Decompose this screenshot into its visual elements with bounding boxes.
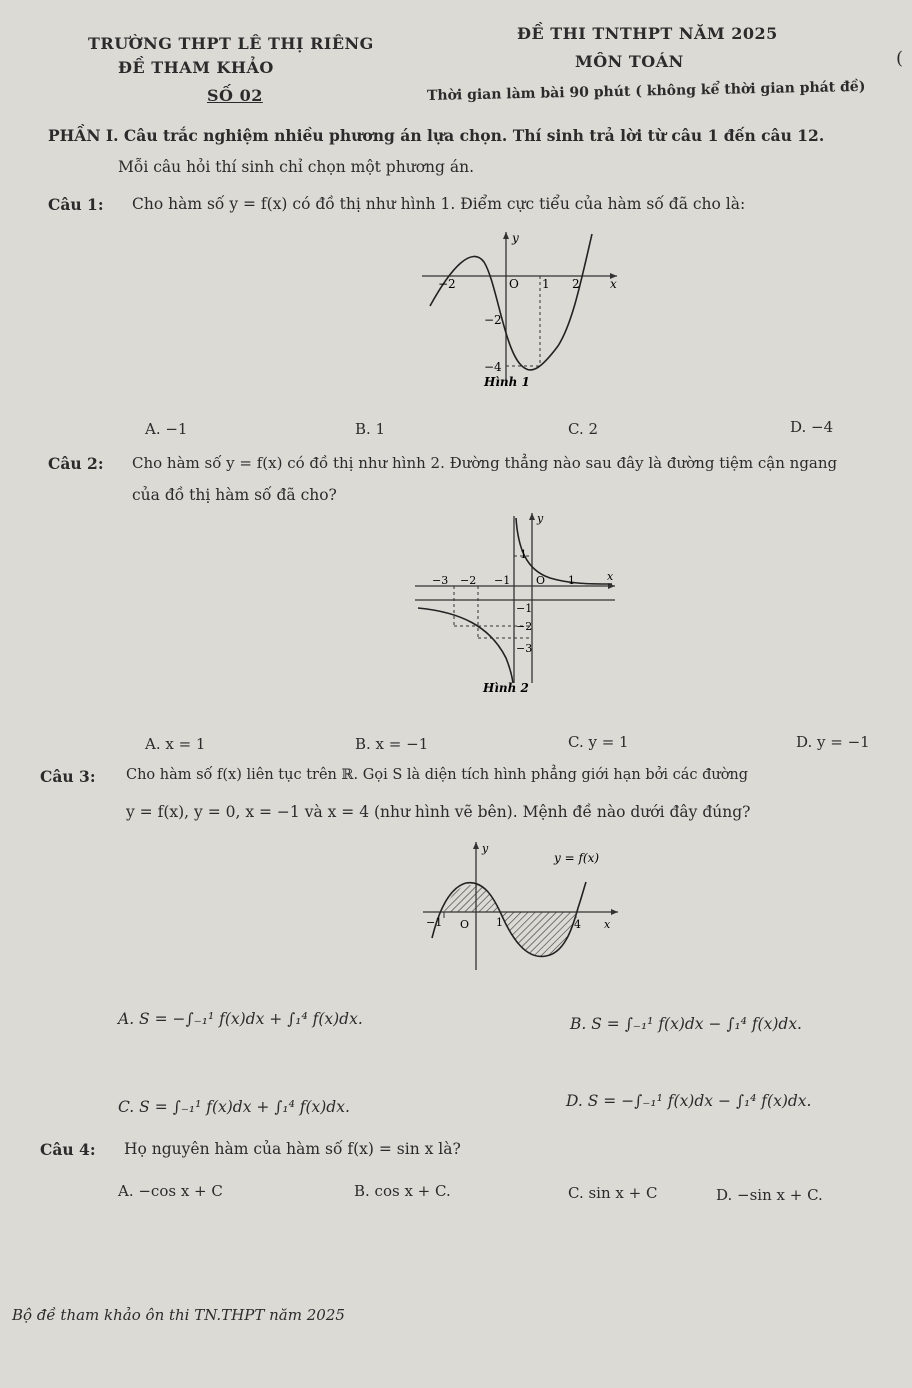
- q1-tick-2: 2: [572, 277, 580, 291]
- q1-tick-ym2: −2: [484, 313, 502, 327]
- q3-x-label: x: [604, 918, 611, 931]
- exam-number: SỐ 02: [207, 86, 263, 105]
- footer-note: Bộ đề tham khảo ôn thi TN.THPT năm 2025: [12, 1306, 345, 1324]
- q3-text: Cho hàm số f(x) liên tục trên ℝ. Gọi S là diện tích hình phẳng giới hạn bởi các đường: [126, 767, 749, 783]
- q1-x-label: x: [610, 277, 617, 291]
- subject-label: MÔN TOÁN: [575, 52, 684, 71]
- q3-origin: O: [460, 918, 470, 931]
- q4-option-c[interactable]: C. sin x + C: [568, 1184, 658, 1202]
- section-title: PHẦN I. Câu trắc nghiệm nhiều phương án lựa chọn. Thí sinh trả lời từ câu 1 đến câu 12.: [48, 126, 825, 145]
- q2-y-arrow: [529, 513, 535, 520]
- q3-tick-4: 4: [574, 918, 581, 931]
- q1-option-c[interactable]: C. 2: [568, 420, 599, 438]
- q3-option-b[interactable]: B. S = ∫₋₁¹ f(x)dx − ∫₁⁴ f(x)dx.: [570, 1015, 802, 1033]
- q2-y-label: y: [537, 512, 544, 525]
- q2-tick-ym1: −1: [516, 602, 533, 615]
- section-note: Mỗi câu hỏi thí sinh chỉ chọn một phương án.: [118, 158, 475, 176]
- q4-label: Câu 4:: [40, 1140, 96, 1159]
- q2-tick-m1: −1: [494, 574, 511, 587]
- q1-text: Cho hàm số y = f(x) có đồ thị như hình 1. Điểm cực tiểu của hàm số đã cho là:: [132, 195, 746, 213]
- time-note: Thời gian làm bài 90 phút ( không kể thời gian phát đề): [426, 78, 866, 104]
- q1-y-arrow: [503, 232, 509, 239]
- q3-option-d[interactable]: D. S = −∫₋₁¹ f(x)dx − ∫₁⁴ f(x)dx.: [566, 1092, 812, 1110]
- exam-title: ĐỀ THI TNTHPT NĂM 2025: [517, 24, 778, 43]
- q2-tick-m2: −2: [460, 574, 477, 587]
- q1-option-a[interactable]: A. −1: [145, 420, 188, 438]
- q1-curve: [430, 234, 592, 370]
- q2-option-c[interactable]: C. y = 1: [568, 733, 629, 751]
- q1-caption: Hình 1: [484, 375, 530, 389]
- school-name: TRƯỜNG THPT LÊ THỊ RIÊNG: [88, 34, 374, 53]
- edge-mark: (: [896, 48, 904, 69]
- q1-tick-1: 1: [542, 277, 550, 291]
- q2-origin: O: [536, 574, 546, 587]
- q1-option-d[interactable]: D. −4: [790, 418, 834, 436]
- q1-y-label: y: [512, 231, 519, 245]
- q3-curve-label: y = f(x): [554, 851, 600, 865]
- q4-option-d[interactable]: D. −sin x + C.: [716, 1186, 823, 1204]
- q2-tick-ym3: −3: [516, 642, 533, 655]
- q3-option-a[interactable]: A. S = −∫₋₁¹ f(x)dx + ∫₁⁴ f(x)dx.: [118, 1010, 363, 1028]
- q1-option-b[interactable]: B. 1: [355, 420, 386, 438]
- q1-tick-m2: −2: [438, 277, 456, 291]
- q2-caption: Hình 2: [483, 681, 529, 695]
- q3-y-label: y: [482, 842, 489, 855]
- q2-curve-right: [516, 518, 612, 584]
- q3-option-c[interactable]: C. S = ∫₋₁¹ f(x)dx + ∫₁⁴ f(x)dx.: [118, 1098, 350, 1116]
- q4-option-a[interactable]: A. −cos x + C: [118, 1182, 223, 1200]
- reference-label: ĐỀ THAM KHẢO: [118, 58, 274, 77]
- q2-text-2: của đồ thị hàm số đã cho?: [132, 486, 337, 504]
- q3-tick-1: 1: [496, 916, 503, 929]
- q3-y-arrow: [473, 842, 479, 849]
- q1-label: Câu 1:: [48, 195, 104, 214]
- q2-option-b[interactable]: B. x = −1: [355, 735, 429, 753]
- q3-x-arrow: [611, 909, 618, 915]
- q3-tick-m1: −1: [426, 916, 443, 929]
- q1-origin: O: [509, 277, 519, 291]
- q2-text: Cho hàm số y = f(x) có đồ thị như hình 2. Đường thẳng nào sau đây là đường tiệm cận ngang: [132, 454, 838, 472]
- q2-tick-y1: 1: [520, 548, 527, 561]
- q3-graph: [418, 838, 628, 973]
- q3-area-positive: [444, 885, 500, 912]
- q2-option-d[interactable]: D. y = −1: [796, 733, 870, 751]
- q3-label: Câu 3:: [40, 767, 96, 786]
- q3-text-2: y = f(x), y = 0, x = −1 và x = 4 (như hình vẽ bên). Mệnh đề nào dưới đây đúng?: [126, 803, 751, 821]
- q2-graph: [410, 508, 620, 698]
- q1-tick-ym4: −4: [484, 360, 502, 374]
- q4-text: Họ nguyên hàm của hàm số f(x) = sin x là?: [124, 1140, 461, 1158]
- q2-x-label: x: [607, 570, 614, 583]
- q4-option-b[interactable]: B. cos x + C.: [354, 1182, 451, 1200]
- q2-label: Câu 2:: [48, 454, 104, 473]
- q2-tick-ym2: −2: [516, 620, 533, 633]
- q2-tick-m3: −3: [432, 574, 449, 587]
- q2-curve-left: [418, 608, 513, 683]
- q1-graph: [412, 226, 622, 391]
- q2-option-a[interactable]: A. x = 1: [145, 735, 206, 753]
- q2-tick-1: 1: [568, 574, 575, 587]
